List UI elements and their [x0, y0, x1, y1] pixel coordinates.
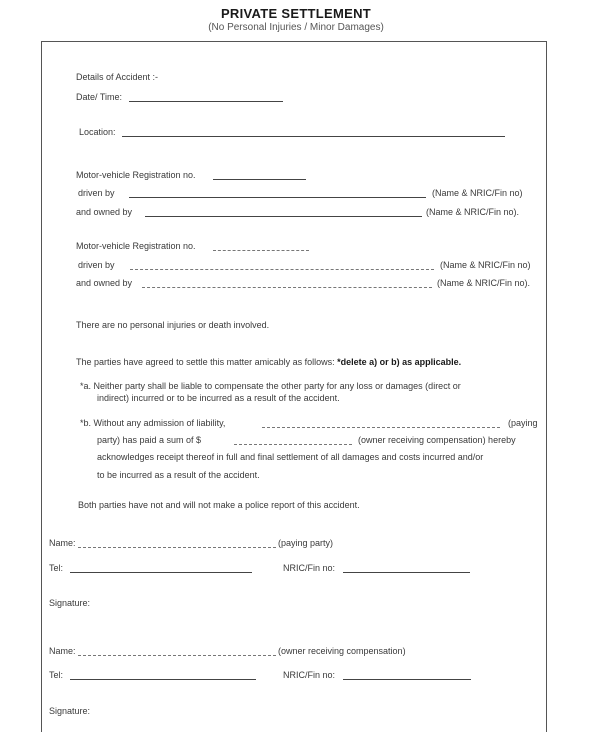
owner-nric-label: NRIC/Fin no:	[283, 670, 336, 680]
date-time-field[interactable]	[129, 101, 283, 102]
accident-heading: Details of Accident :-	[76, 72, 159, 82]
paying-tel-field[interactable]	[70, 572, 252, 573]
vehicle2-owned-suffix: (Name & NRIC/Fin no).	[437, 278, 531, 288]
vehicle1-owned-field[interactable]	[145, 216, 422, 217]
document-subtitle: (No Personal Injuries / Minor Damages)	[208, 22, 384, 33]
option-b-line1: *b. Without any admission of liability,	[80, 418, 226, 428]
option-b-paying-suffix: (paying	[508, 418, 538, 428]
paying-nric-field[interactable]	[343, 572, 470, 573]
vehicle1-driven-field[interactable]	[129, 197, 426, 198]
vehicle1-owned-label: and owned by	[76, 207, 133, 217]
vehicle2-driven-label: driven by	[78, 260, 115, 270]
document-title: PRIVATE SETTLEMENT	[220, 6, 372, 21]
vehicle2-driven-suffix: (Name & NRIC/Fin no)	[440, 260, 531, 270]
vehicle2-driven-field[interactable]	[130, 269, 434, 270]
owner-tel-label: Tel:	[49, 670, 64, 680]
owner-name-label: Name:	[49, 646, 76, 656]
option-b-line2-prefix: party) has paid a sum of $	[97, 435, 202, 445]
location-label: Location:	[79, 127, 116, 137]
vehicle2-owned-field[interactable]	[142, 287, 432, 288]
vehicle1-driven-label: driven by	[78, 188, 115, 198]
owner-signature-label: Signature:	[49, 706, 91, 716]
option-b-line4: to be incurred as a result of the accident.	[97, 470, 260, 480]
no-police-statement: Both parties have not and will not make a police report of this accident.	[78, 500, 360, 510]
paying-name-field[interactable]	[78, 547, 276, 548]
option-b-sum-field[interactable]	[234, 444, 352, 445]
agreed-statement-text: The parties have agreed to settle this matter amicably as follows:	[76, 357, 338, 367]
agreed-statement	[76, 357, 461, 368]
paying-nric-label: NRIC/Fin no:	[283, 563, 336, 573]
vehicle1-reg-label: Motor-vehicle Registration no.	[76, 170, 196, 180]
option-b-line2-suffix: (owner receiving compensation) hereby	[358, 435, 516, 445]
paying-signature-label: Signature:	[49, 598, 91, 608]
option-b-paying-party-field[interactable]	[262, 427, 500, 428]
date-time-label: Date/ Time:	[76, 92, 123, 102]
vehicle1-driven-suffix: (Name & NRIC/Fin no)	[432, 188, 523, 198]
vehicle2-reg-label: Motor-vehicle Registration no.	[76, 241, 196, 251]
vehicle2-owned-label: and owned by	[76, 278, 133, 288]
option-a-line1: *a. Neither party shall be liable to compensate the other party for any loss or damages (direct or	[80, 381, 461, 391]
vehicle1-owned-suffix: (Name & NRIC/Fin no).	[426, 207, 520, 217]
owner-tel-field[interactable]	[70, 679, 256, 680]
owner-nric-field[interactable]	[343, 679, 471, 680]
location-field[interactable]	[122, 136, 505, 137]
vehicle1-reg-field[interactable]	[213, 179, 306, 180]
no-injuries-statement: There are no personal injuries or death involved.	[76, 320, 270, 330]
owner-name-field[interactable]	[78, 655, 276, 656]
option-a-line2: indirect) incurred or to be incurred as a result of the accident.	[97, 393, 340, 403]
paying-name-label: Name:	[49, 538, 76, 548]
paying-tel-label: Tel:	[49, 563, 64, 573]
vehicle2-reg-field[interactable]	[213, 250, 309, 251]
owner-name-suffix: (owner receiving compensation)	[278, 646, 406, 656]
option-b-line3: acknowledges receipt thereof in full and final settlement of all damages and costs incurred and/or	[97, 452, 484, 462]
paying-name-suffix: (paying party)	[278, 538, 334, 548]
delete-instruction: *delete a) or b) as applicable.	[337, 357, 462, 367]
